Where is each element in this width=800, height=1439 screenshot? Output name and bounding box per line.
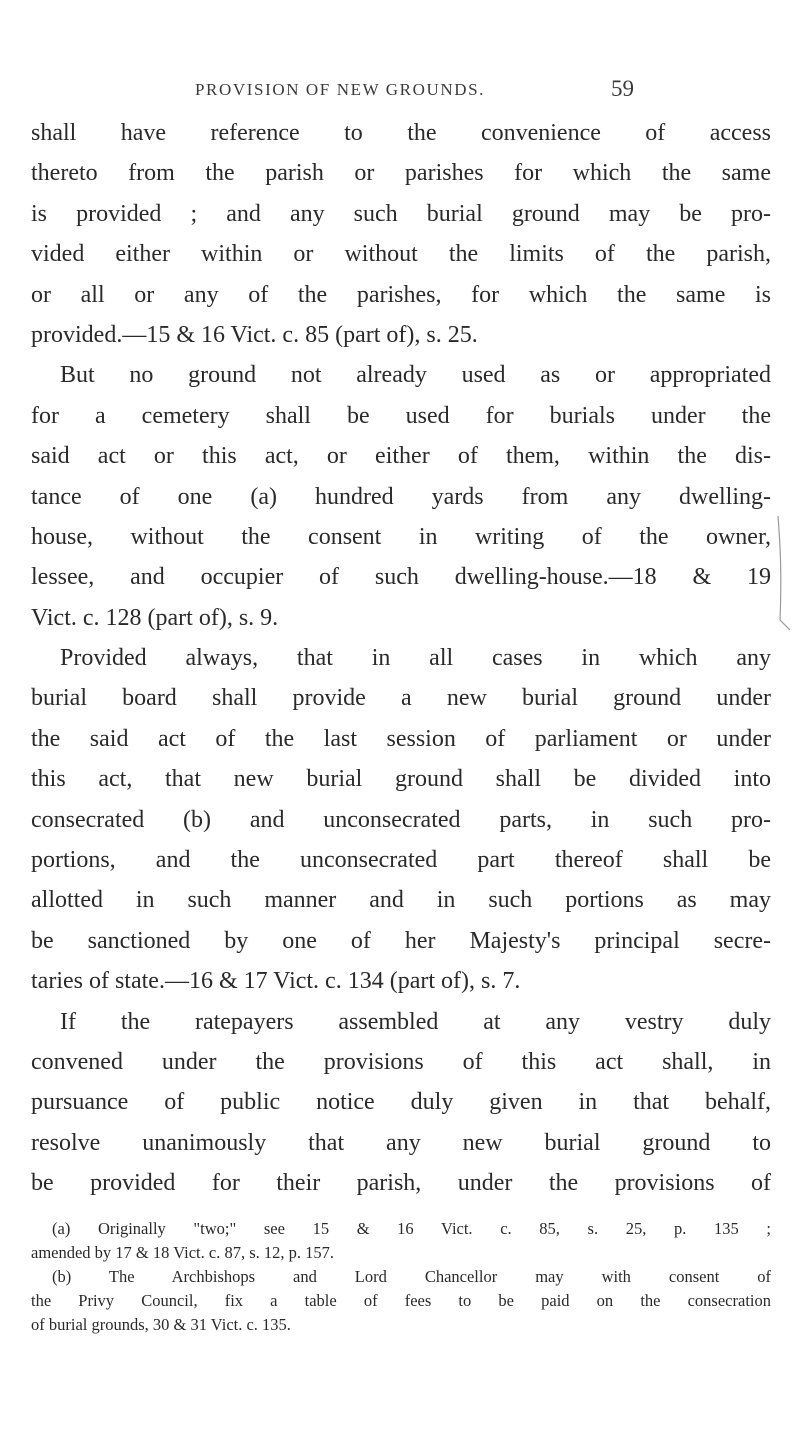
body-line: consecrated (b) and unconsecrated parts, in such pro- [31,806,771,833]
body-line: If the ratepayers assembled at any vestry duly [60,1008,771,1035]
footnote-line: of burial grounds, 30 & 31 Vict. c. 135. [31,1315,291,1334]
footnote-line: the Privy Council, fix a table of fees to be paid on the consecration [31,1291,771,1310]
footnote-line: amended by 17 & 18 Vict. c. 87, s. 12, p. 157. [31,1243,335,1262]
body-line: burial board shall provide a new burial ground under [31,685,771,712]
body-line: be sanctioned by one of her Majesty's principal secre- [31,927,771,954]
margin-pencil-mark [770,512,800,632]
body-line: provided.—15 & 16 Vict. c. 85 (part of), s. 25. [31,321,478,348]
body-line: But no ground not already used as or appropriated [60,362,771,389]
body-line: tance of one (a) hundred yards from any dwelling- [31,483,771,510]
body-line: or all or any of the parishes, for which the same is [31,281,771,308]
body-line: for a cemetery shall be used for burials under the [31,402,771,429]
body-line: Provided always, that in all cases in which any [60,645,771,672]
page-number: 59 [611,76,634,101]
body-line: convened under the provisions of this act shall, in [31,1048,771,1075]
footnotes [31,1217,771,1337]
body-line: resolve unanimously that any new burial ground to [31,1129,771,1156]
footnote-line: (b) The Archbishops and Lord Chancellor may with consent of [52,1267,771,1286]
footnote-line: (a) Originally "two;" see 15 & 16 Vict. c. 85, s. 25, p. 135 ; [52,1219,771,1238]
body-line: allotted in such manner and in such portions as may [31,887,771,914]
body-line: portions, and the unconsecrated part thereof shall be [31,847,771,874]
running-head [0,78,800,108]
body-line: thereto from the parish or parishes for which the same [31,160,771,187]
body-line: vided either within or without the limits of the parish, [31,241,771,268]
body-line: lessee, and occupier of such dwelling-house.—18 & 19 [31,564,771,591]
body-line: pursuance of public notice duly given in that behalf, [31,1089,771,1116]
body-text [31,113,771,1204]
running-title: PROVISION OF NEW GROUNDS. [195,80,485,99]
body-line: the said act of the last session of parliament or under [31,725,771,752]
body-line: Vict. c. 128 (part of), s. 9. [31,604,279,631]
body-line: taries of state.—16 & 17 Vict. c. 134 (part of), s. 7. [31,968,521,995]
body-line: this act, that new burial ground shall be divided into [31,766,771,793]
body-line: house, without the consent in writing of the owner, [31,523,771,550]
body-line: said act or this act, or either of them, within the dis- [31,443,771,470]
body-line: is provided ; and any such burial ground may be pro- [31,200,771,227]
body-line: be provided for their parish, under the provisions of [31,1170,771,1197]
body-line: shall have reference to the convenience of access [31,120,771,146]
